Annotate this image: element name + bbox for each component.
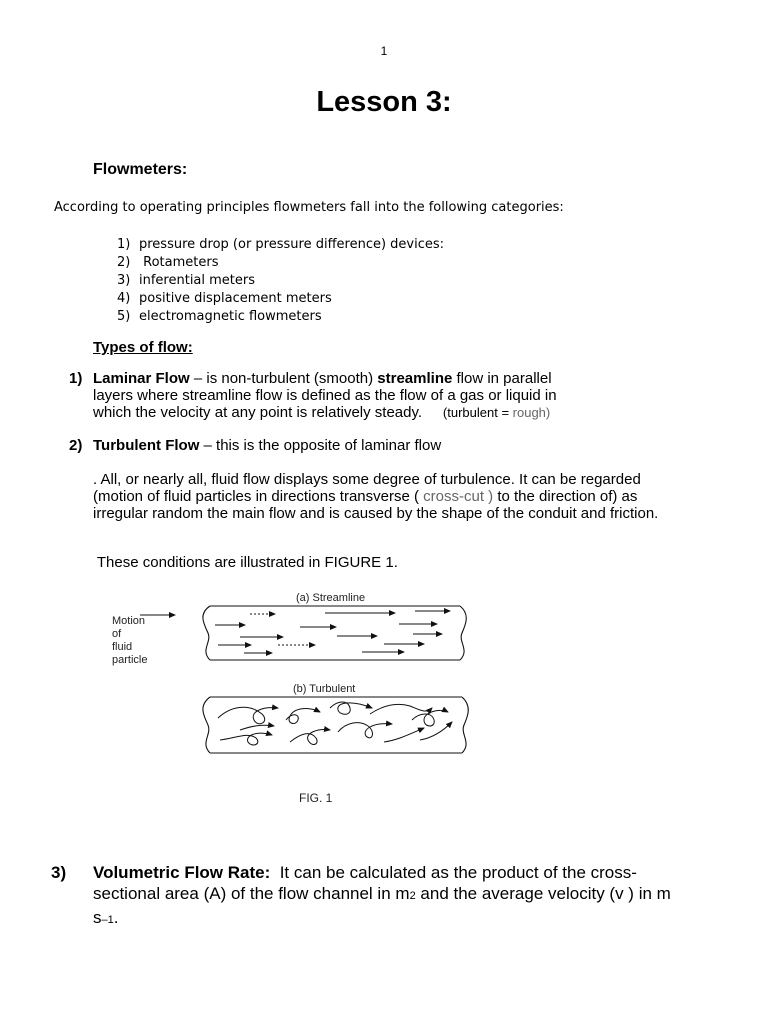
volumetric-text-1: It can be calculated as the product of the cross-sectional area (A) of the flow channel in m (93, 863, 637, 903)
list-item-text: electromagnetic flowmeters (139, 309, 322, 324)
term-laminar: Laminar Flow (93, 370, 190, 387)
turbulent-note: (turbulent = (442, 405, 513, 420)
turbulent-pipe (203, 697, 468, 753)
item-number: 3) (51, 863, 67, 882)
volumetric-text-2: and the average velocity (v ) in m s (93, 884, 671, 927)
term-streamline: streamline (377, 370, 453, 387)
page-number: 1 (380, 44, 388, 58)
list-number: 3) (117, 273, 131, 288)
volumetric-text-3: . (113, 908, 119, 927)
streamline-pipe (203, 606, 466, 660)
motion-label-line: fluid (112, 641, 133, 653)
figure-caption: FIG. 1 (299, 791, 333, 805)
figure-label-streamline: (a) Streamline (296, 592, 366, 604)
list-item-text: positive displacement meters (139, 291, 332, 306)
term-volumetric: Volumetric Flow Rate: (93, 863, 271, 882)
motion-label-line: particle (112, 654, 148, 666)
term-turbulent: Turbulent Flow (93, 437, 200, 454)
list-number: 1) (117, 237, 131, 252)
item-number: 2) (69, 437, 83, 454)
motion-label-line: Motion (112, 615, 146, 627)
section-heading: Flowmeters: (93, 161, 188, 178)
list-item-text: pressure drop (or pressure difference) devices: (139, 237, 445, 252)
list-number: 2) (117, 255, 131, 270)
figure-label-turbulent: (b) Turbulent (293, 683, 356, 695)
list-item-text: Rotameters (139, 255, 219, 270)
laminar-text-2: flow in parallel layers where streamline flow is defined as the flow of a gas or liquid in which the velocity at any point is relatively steady. (93, 370, 557, 421)
page-title: Lesson 3: (316, 86, 452, 118)
turbulence-text-1: . All, or nearly all, fluid flow displays some degree of turbulence. It can be regarded (motion of fluid particles in directions transverse ( (93, 471, 641, 505)
volumetric-flow-item (51, 862, 673, 931)
laminar-text-1: – is non-turbulent (smooth) (189, 370, 378, 387)
motion-label-line: of (112, 628, 122, 640)
list-number: 5) (117, 309, 131, 324)
cross-cut-note: cross-cut ) (423, 488, 494, 505)
item-number: 1) (69, 370, 83, 387)
turbulent-text: – this is the opposite of laminar flow (199, 437, 442, 454)
intro-text: According to operating principles flowmeters fall into the following categories: (54, 200, 564, 215)
unit-superscript: –1 (101, 914, 114, 926)
turbulent-note-grey: rough) (512, 405, 551, 420)
turbulence-text-2: to the direction of) as irregular random the main flow and is caused by the shape of the conduit and friction. (93, 488, 659, 522)
figure-reference: These conditions are illustrated in FIGURE 1. (93, 554, 398, 571)
streamline-arrows (215, 611, 450, 653)
types-heading: Types of flow: (93, 339, 193, 356)
turbulent-eddies (218, 702, 452, 745)
list-item-text: inferential meters (139, 273, 256, 288)
unit-superscript: 2 (409, 890, 416, 902)
list-number: 4) (117, 291, 131, 306)
